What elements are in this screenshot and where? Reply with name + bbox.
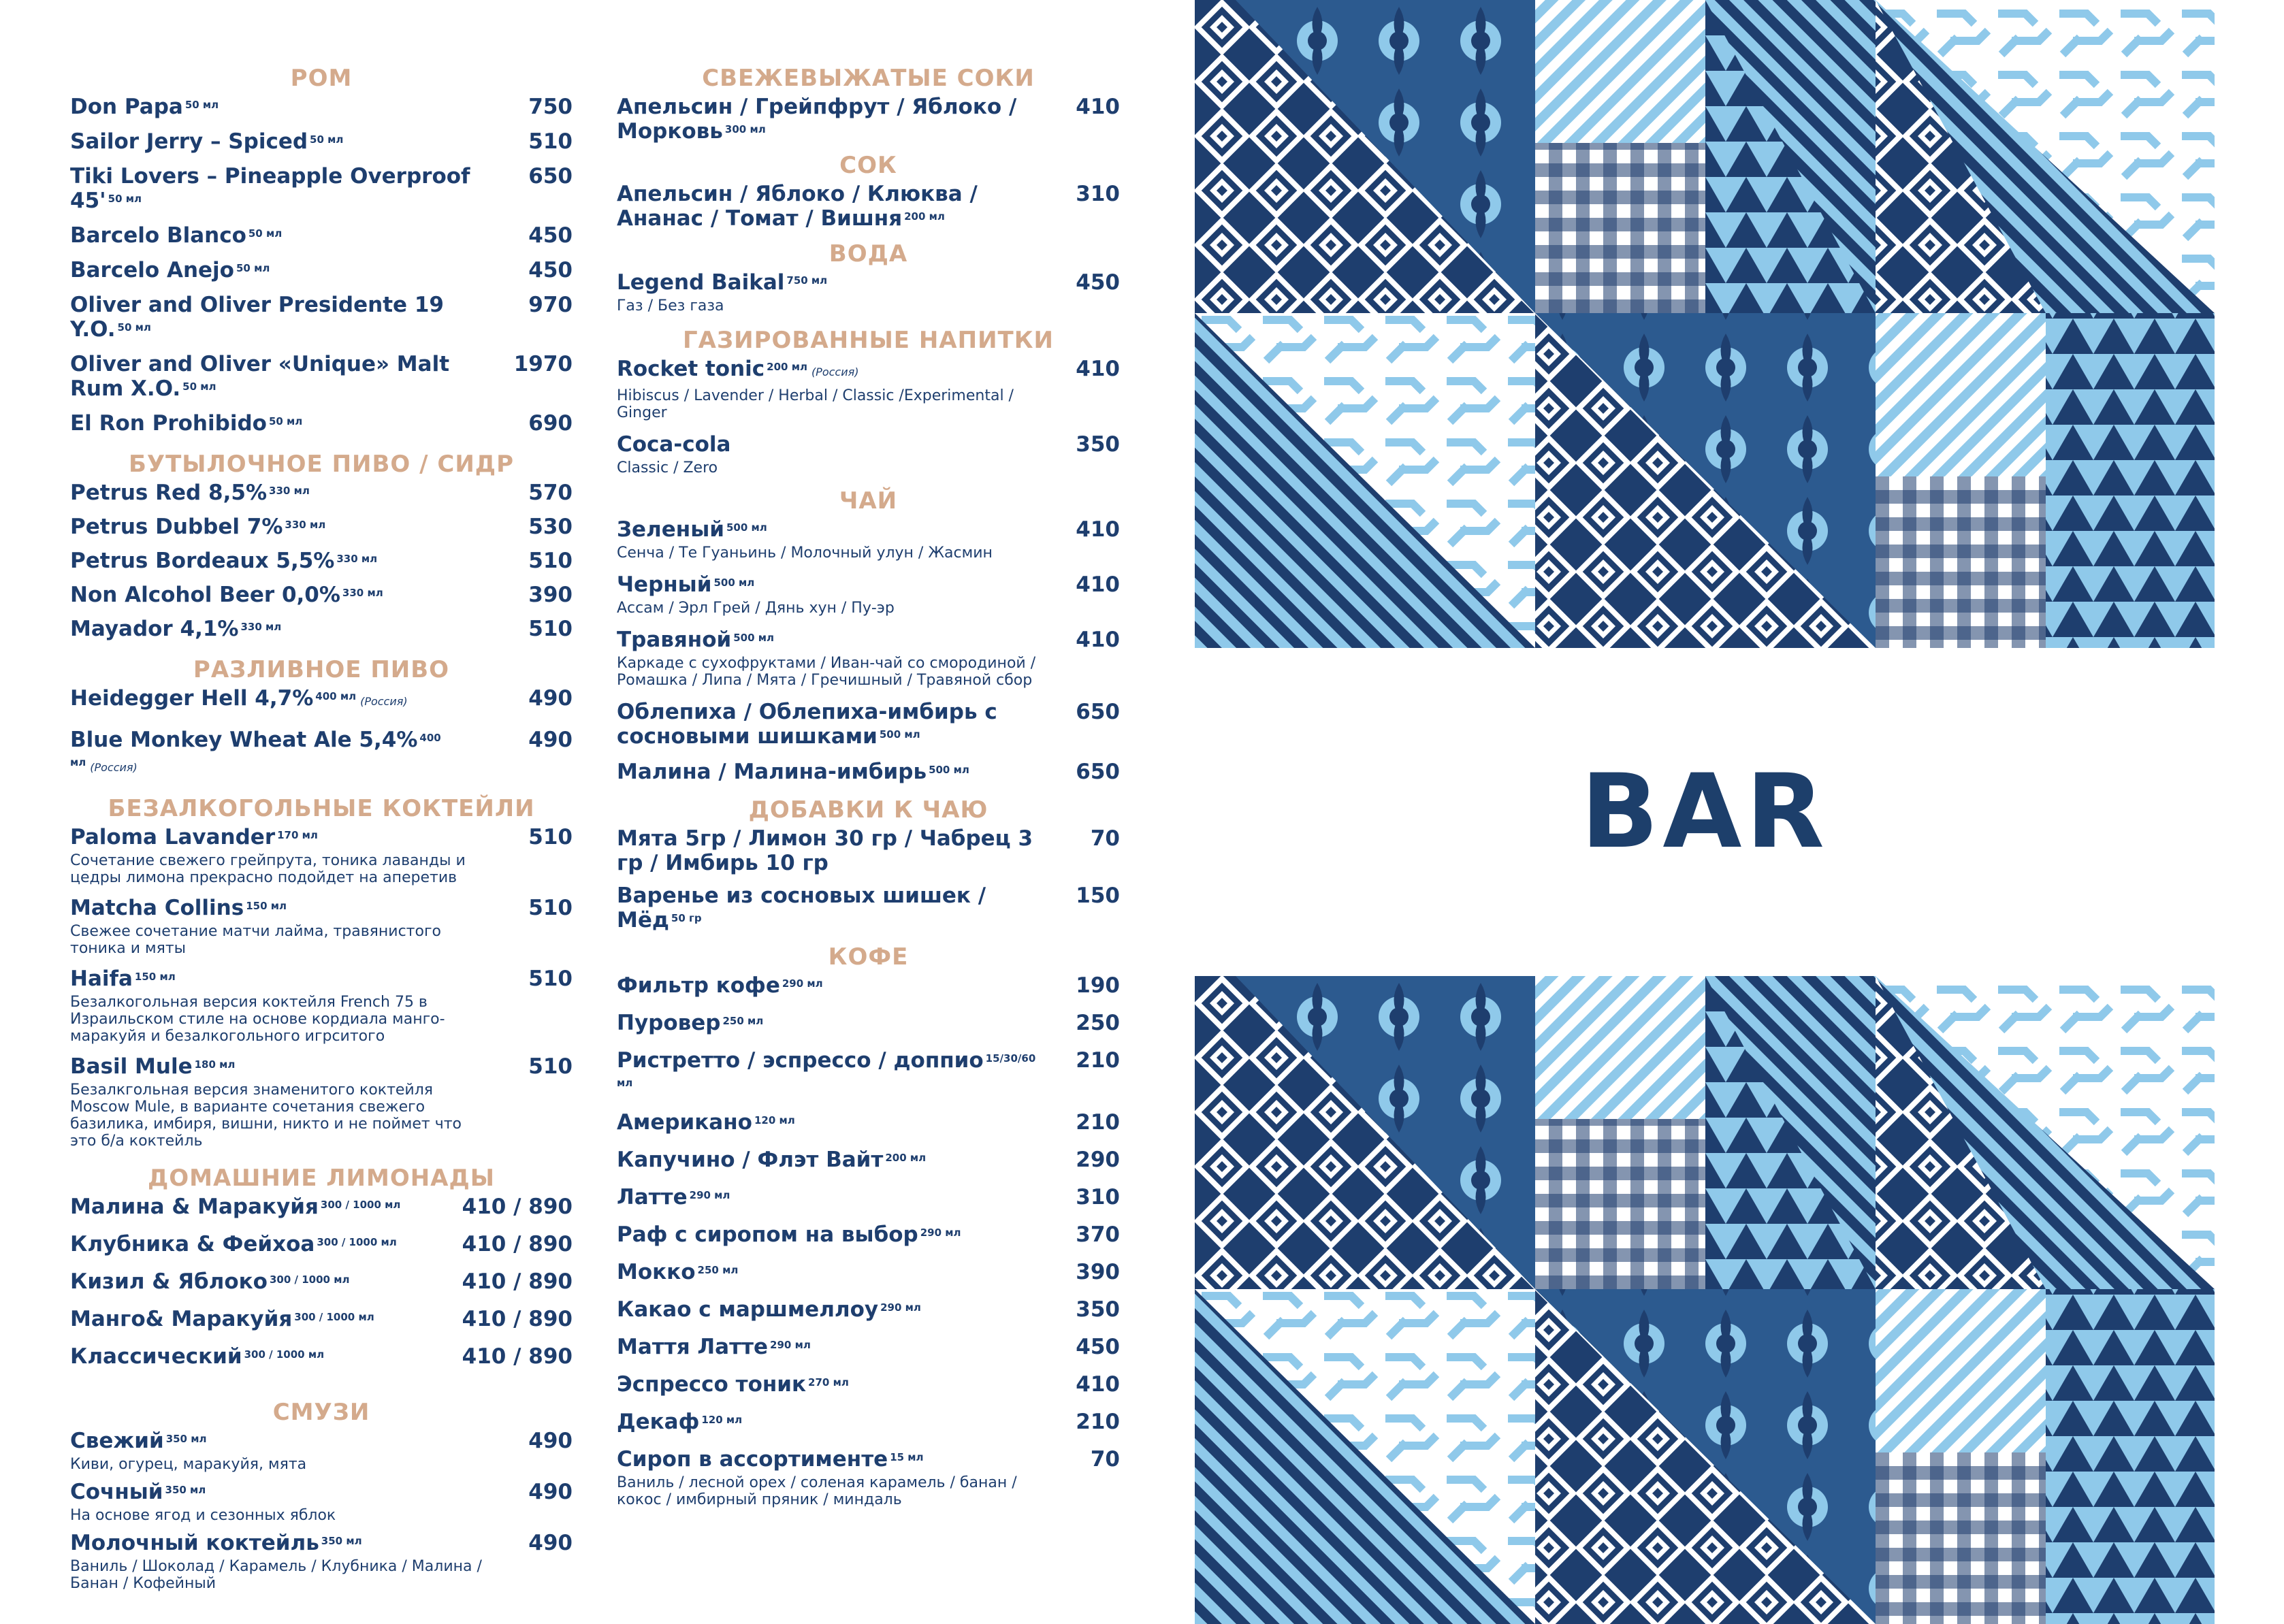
item-description: Classic / Zero [617,459,718,476]
item-price: 450 [1076,1335,1120,1359]
item-description: Сочетание свежего грейпрута, тоника лаванды и цедры лимона прекрасно подойдет на аперетив [70,852,466,886]
item-volume: 50 мл [108,193,142,205]
item-price: 450 [528,223,573,248]
item-volume: 300 / 1000 мл [269,1273,350,1286]
item-volume: 330 мл [285,519,326,531]
item-price: 490 [528,728,573,752]
item-name [70,223,491,248]
item-price: 410 [1076,628,1120,652]
menu-item [70,481,573,505]
menu-item [617,517,1120,562]
item-description: Ваниль / лесной орех / соленая карамель / банан / кокос / имбирный пряник / миндаль [617,1474,1017,1508]
item-name-text: Фильтр кофе [617,973,780,998]
item-name [617,1011,1038,1035]
item-price: 210 [1076,1410,1120,1434]
menu-item [70,223,573,248]
item-name-text: Tiki Lovers – Pineapple Overproof 45' [70,164,470,213]
item-name-text: Свежий [70,1429,164,1453]
item-name-text: Молочный коктейль [70,1531,319,1555]
menu-item [617,826,1120,875]
menu-item [70,1307,573,1331]
item-volume: 290 мл [770,1339,811,1351]
item-price: 290 [1076,1148,1120,1172]
item-name [617,1110,1038,1135]
item-price: 570 [528,481,573,505]
item-volume: 330 мл [336,553,378,565]
item-name-text: Малина / Малина-имбирь [617,760,927,784]
menu-item [617,1148,1120,1172]
item-volume: 300 мл [724,123,766,135]
menu-item [70,411,573,436]
item-volume: 50 мл [117,321,151,334]
menu-item [70,352,573,401]
menu-item [70,1269,573,1294]
item-name-text: Petrus Dubbel 7% [70,515,283,539]
item-name [70,967,491,991]
item-origin-note: (Россия) [811,366,859,378]
item-volume: 50 гр [671,912,702,924]
item-name-text: Legend Baikal [617,270,785,295]
item-description: Безалкогольная версия коктейля French 75 в Израильском стиле на основе кордиала манго-маракуйя и безалкогольного игрситого [70,994,445,1045]
menu-item [70,686,573,714]
item-price: 250 [1076,1011,1120,1035]
item-description: Hibiscus / Lavender / Herbal / Classic /Experimental / Ginger [617,387,1014,421]
item-price: 310 [1076,1185,1120,1209]
item-name [617,826,1038,875]
item-price: 150 [1076,883,1120,908]
menu-item [70,1344,573,1369]
item-volume: 300 / 1000 мл [294,1311,374,1323]
item-name [617,1410,1038,1434]
item-name [70,352,491,401]
item-name [70,293,491,342]
item-name-text: Don Papa [70,95,183,119]
item-origin-note: (Россия) [90,761,138,774]
menu-item [617,700,1120,749]
section-title: БЕЗАЛКОГОЛЬНЫЕ КОКТЕЙЛИ [108,795,535,822]
item-description: Каркаде с сухофруктами / Иван-чай со смородиной / Ромашка / Липа / Мята / Гречишный / Травяной сбор [617,655,1036,689]
item-name-text: Черный [617,572,712,597]
item-name-text: Matcha Collins [70,896,244,920]
right-menu-column [617,65,1120,1508]
item-name [617,1048,1038,1097]
item-name [617,700,1038,749]
item-name-text: Апельсин / Грейпфрут / Яблоко / Морковь [617,95,1017,144]
item-volume: 15 мл [890,1451,924,1463]
menu-item [617,1260,1120,1284]
item-price: 970 [528,293,573,317]
item-name [617,1335,1038,1359]
item-name [617,182,1038,231]
item-price: 410 [1076,572,1120,597]
item-price: 490 [528,1531,573,1555]
item-volume: 50 мл [310,133,344,146]
item-price: 390 [1076,1260,1120,1284]
item-name [617,1260,1038,1284]
item-name-text: Декаф [617,1410,700,1434]
section-title: БУТЫЛОЧНОЕ ПИВО / СИДР [128,451,515,478]
section-title: КОФЕ [828,943,909,971]
item-price: 510 [528,967,573,991]
item-volume: 290 мл [880,1301,921,1314]
item-volume: 330 мл [269,485,310,497]
item-name-text: Манго& Маракуйя [70,1307,293,1331]
item-name-text: El Ron Prohibido [70,411,267,436]
item-volume: 500 мл [726,521,767,534]
item-name-text: Coca-cola [617,432,731,457]
item-volume: 250 мл [722,1015,764,1027]
item-volume: 270 мл [808,1376,849,1388]
menu-item [617,432,1120,476]
menu-item [617,1335,1120,1359]
item-price: 350 [1076,1297,1120,1322]
menu-item [70,617,573,641]
item-description: Киви, огурец, маракуйя, мята [70,1456,307,1473]
item-name [70,411,491,436]
item-volume: 300 / 1000 мл [244,1348,325,1361]
menu-item [617,1372,1120,1397]
item-name [70,825,491,849]
item-price: 410 / 890 [462,1344,573,1369]
item-price: 410 / 890 [462,1307,573,1331]
section-title: ГАЗИРОВАННЫЕ НАПИТКИ [683,327,1054,354]
menu-item [617,1447,1120,1508]
item-name-text: Латте [617,1185,688,1209]
menu-item [617,1011,1120,1035]
item-name [617,572,1038,597]
item-price: 410 [1076,357,1120,381]
section-title: ДОБАВКИ К ЧАЮ [748,796,988,824]
item-name-text: Американо [617,1110,752,1135]
menu-item [617,628,1120,689]
menu-item [617,1048,1120,1097]
item-price: 310 [1076,182,1120,206]
item-price: 510 [528,825,573,849]
item-price: 410 [1076,95,1120,119]
item-volume: 15/30/60 мл [617,1052,1036,1089]
item-name [617,432,1038,457]
item-volume: 290 мл [689,1189,730,1201]
pattern-panel-top [1195,0,2215,648]
item-name-text: Blue Monkey Wheat Ale 5,4% [70,728,418,752]
item-name-text: Barcelo Blanco [70,223,246,248]
menu-item [70,515,573,539]
item-name [617,1372,1038,1397]
section-title: ДОМАШНИЕ ЛИМОНАДЫ [147,1165,496,1192]
menu-item [617,1222,1120,1247]
item-price: 410 [1076,1372,1120,1397]
item-name-text: Травяной [617,628,732,652]
item-name-text: Ристретто / эспрессо / доппио [617,1048,984,1073]
item-volume: 200 мл [885,1152,927,1164]
item-name [617,1447,1038,1472]
menu-item [70,164,573,213]
section-title: ВОДА [829,240,908,267]
menu-item [70,549,573,573]
item-name [70,1195,491,1219]
item-price: 70 [1090,826,1120,851]
item-price: 350 [1076,432,1120,457]
menu-item [617,1185,1120,1209]
left-menu-column [70,65,573,1592]
menu-item [617,973,1120,998]
item-price: 530 [528,515,573,539]
item-price: 510 [528,549,573,573]
item-name [617,357,1038,385]
item-name-text: Petrus Bordeaux 5,5% [70,549,335,573]
item-volume: 400 мл [70,732,441,768]
item-name-text: Пуровер [617,1011,721,1035]
item-price: 510 [528,129,573,154]
item-name [70,515,491,539]
item-description: Ассам / Эрл Грей / Дянь хун / Пу-эр [617,600,895,617]
item-description: На основе ягод и сезонных яблок [70,1507,336,1524]
item-volume: 50 мл [268,415,303,427]
item-name-text: Эспрессо тоник [617,1372,807,1397]
item-price: 450 [1076,270,1120,295]
patchwork-pattern [1195,0,2215,648]
item-name [617,270,1038,295]
item-name-text: Barcelo Anejo [70,258,234,282]
item-name [617,1148,1038,1172]
menu-item [617,1410,1120,1434]
item-name [617,1222,1038,1247]
item-name-text: Апельсин / Яблоко / Клюква / Ананас / Томат / Вишня [617,182,978,231]
section-title: РОМ [290,65,353,92]
item-name-text: Non Alcohol Beer 0,0% [70,583,340,607]
item-name-text: Маття Латте [617,1335,769,1359]
item-volume: 500 мл [713,576,755,589]
menu-item [70,728,573,780]
item-price: 410 / 890 [462,1269,573,1294]
item-volume: 500 мл [929,764,969,776]
item-name-text: Mayador 4,1% [70,617,239,641]
menu-item [70,95,573,119]
item-volume: 120 мл [754,1114,795,1126]
item-price: 390 [528,583,573,607]
item-volume: 350 мл [321,1535,362,1547]
menu-item [617,1110,1120,1135]
menu-item [617,95,1120,144]
section-title: РАЗЛИВНОЕ ПИВО [193,656,450,683]
item-name [617,628,1038,652]
item-price: 690 [528,411,573,436]
item-name [70,686,491,714]
item-name-text: Облепиха / Облепиха-имбирь с сосновыми шишками [617,700,997,749]
item-name-text: Oliver and Oliver Presidente 19 Y.O. [70,293,444,342]
item-volume: 400 мл [315,690,357,702]
menu-item [70,896,573,957]
item-volume: 350 мл [165,1433,207,1445]
item-name [617,973,1038,998]
item-name [70,1429,491,1453]
item-volume: 180 мл [194,1058,236,1071]
menu-item [70,1054,573,1150]
menu-item [70,825,573,886]
item-name-text: Какао с маршмеллоу [617,1297,879,1322]
item-name-text: Rocket tonic [617,357,765,381]
item-name [70,617,491,641]
item-name [70,95,491,119]
item-price: 650 [1076,700,1120,724]
item-price: 450 [528,258,573,282]
item-name [617,1185,1038,1209]
item-name-text: Варенье из сосновых шишек / Мёд [617,883,986,932]
item-price: 510 [528,1054,573,1079]
item-name-text: Heidegger Hell 4,7% [70,686,314,711]
patchwork-pattern [1195,976,2215,1624]
section-title: СВЕЖЕВЫЖАТЫЕ СОКИ [702,65,1035,92]
item-name-text: Зеленый [617,517,724,542]
item-name [617,883,1038,932]
menu-item [617,182,1120,231]
item-name [70,1480,491,1504]
item-volume: 330 мл [342,587,383,599]
section-title: ЧАЙ [839,487,898,515]
menu-item [70,129,573,154]
item-name [70,728,491,780]
item-name-text: Sailor Jerry – Spiced [70,129,308,154]
item-price: 190 [1076,973,1120,998]
item-volume: 290 мл [920,1227,961,1239]
item-name-text: Малина & Маракуйя [70,1195,319,1219]
item-volume: 50 мл [182,380,216,393]
item-name-text: Paloma Lavander [70,825,276,849]
item-name [617,760,1038,784]
item-price: 410 / 890 [462,1195,573,1219]
item-name-text: Сочный [70,1480,163,1504]
item-name-text: Oliver and Oliver «Unique» Malt Rum X.O. [70,352,450,401]
item-volume: 200 мл [767,361,807,373]
item-price: 650 [1076,760,1120,784]
item-description: Безалкгольная версия знаменитого коктейля Moscow Mule, в варианте сочетания свежего базилика, имбиря, вишни, никто и не поймет что это б/а коктейль [70,1082,462,1150]
menu-item [617,760,1120,784]
item-volume: 250 мл [697,1264,739,1276]
item-price: 210 [1076,1048,1120,1073]
item-price: 410 [1076,517,1120,542]
item-price: 490 [528,1429,573,1453]
section-title: СМУЗИ [272,1399,370,1426]
item-name [70,1344,491,1369]
item-price: 510 [528,896,573,920]
item-price: 210 [1076,1110,1120,1135]
item-volume: 330 мл [240,621,282,633]
item-price: 1970 [513,352,573,376]
menu-item [70,967,573,1045]
item-volume: 50 мл [248,227,283,240]
item-name [70,583,491,607]
item-name-text: Мята 5гр / Лимон 30 гр / Чабрец 3 гр / Имбирь 10 гр [617,826,1033,875]
item-name [617,517,1038,542]
item-name-text: Капучино / Флэт Вайт [617,1148,884,1172]
item-volume: 350 мл [165,1484,206,1496]
item-name [617,95,1038,144]
item-name-text: Haifa [70,967,133,991]
menu-item [70,1232,573,1256]
item-name [70,549,491,573]
bar-title: BAR [1581,753,1829,871]
item-description: Свежее сочетание матчи лайма, травянистого тоника и мяты [70,923,441,957]
item-price: 750 [528,95,573,119]
item-name-text: Раф с сиропом на выбор [617,1222,918,1247]
item-name-text: Клубника & Фейхоа [70,1232,315,1256]
item-volume: 50 мл [236,262,270,274]
item-name-text: Petrus Red 8,5% [70,481,268,505]
menu-item [617,1297,1120,1322]
item-price: 70 [1090,1447,1120,1472]
item-name [70,258,491,282]
pattern-panel-bottom [1195,976,2215,1624]
item-volume: 170 мл [277,829,318,841]
item-volume: 200 мл [904,210,945,223]
menu-item [70,293,573,342]
item-volume: 500 мл [879,728,920,741]
item-name [70,896,491,920]
item-name-text: Кизил & Яблоко [70,1269,268,1294]
item-volume: 500 мл [733,632,774,644]
section-title: СОК [839,152,897,179]
item-price: 410 / 890 [462,1232,573,1256]
item-name [70,164,491,213]
item-volume: 150 мл [246,900,287,912]
menu-item [70,583,573,607]
menu-item [70,1429,573,1473]
menu-item [70,258,573,282]
item-price: 650 [528,164,573,189]
item-volume: 150 мл [134,971,176,983]
menu-item [70,1531,573,1592]
item-name [70,1269,491,1294]
item-name [70,1531,491,1555]
item-volume: 300 / 1000 мл [317,1236,397,1248]
item-description: Сенча / Те Гуаньинь / Молочный улун / Жасмин [617,545,993,562]
item-price: 370 [1076,1222,1120,1247]
item-name [70,129,491,154]
menu-item [617,572,1120,617]
item-name [70,1307,491,1331]
item-name [70,481,491,505]
item-name-text: Сироп в ассортименте [617,1447,888,1472]
item-name [617,1297,1038,1322]
menu-item [617,357,1120,421]
menu-item [70,1480,573,1524]
menu-item [617,883,1120,932]
item-name-text: Классический [70,1344,242,1369]
item-name-text: Мокко [617,1260,696,1284]
item-name [70,1054,491,1079]
item-price: 510 [528,617,573,641]
item-description: Ваниль / Шоколад / Карамель / Клубника / Малина / Банан / Кофейный [70,1558,482,1592]
item-volume: 120 мл [701,1414,743,1426]
item-name-text: Basil Mule [70,1054,193,1079]
item-origin-note: (Россия) [360,695,408,708]
item-description: Газ / Без газа [617,297,724,314]
item-volume: 750 мл [786,274,828,287]
item-name [70,1232,491,1256]
item-volume: 50 мл [184,99,219,111]
item-price: 490 [528,1480,573,1504]
item-price: 490 [528,686,573,711]
menu-item [617,270,1120,314]
item-volume: 300 / 1000 мл [320,1199,401,1211]
menu-item [70,1195,573,1219]
item-volume: 290 мл [782,977,823,990]
